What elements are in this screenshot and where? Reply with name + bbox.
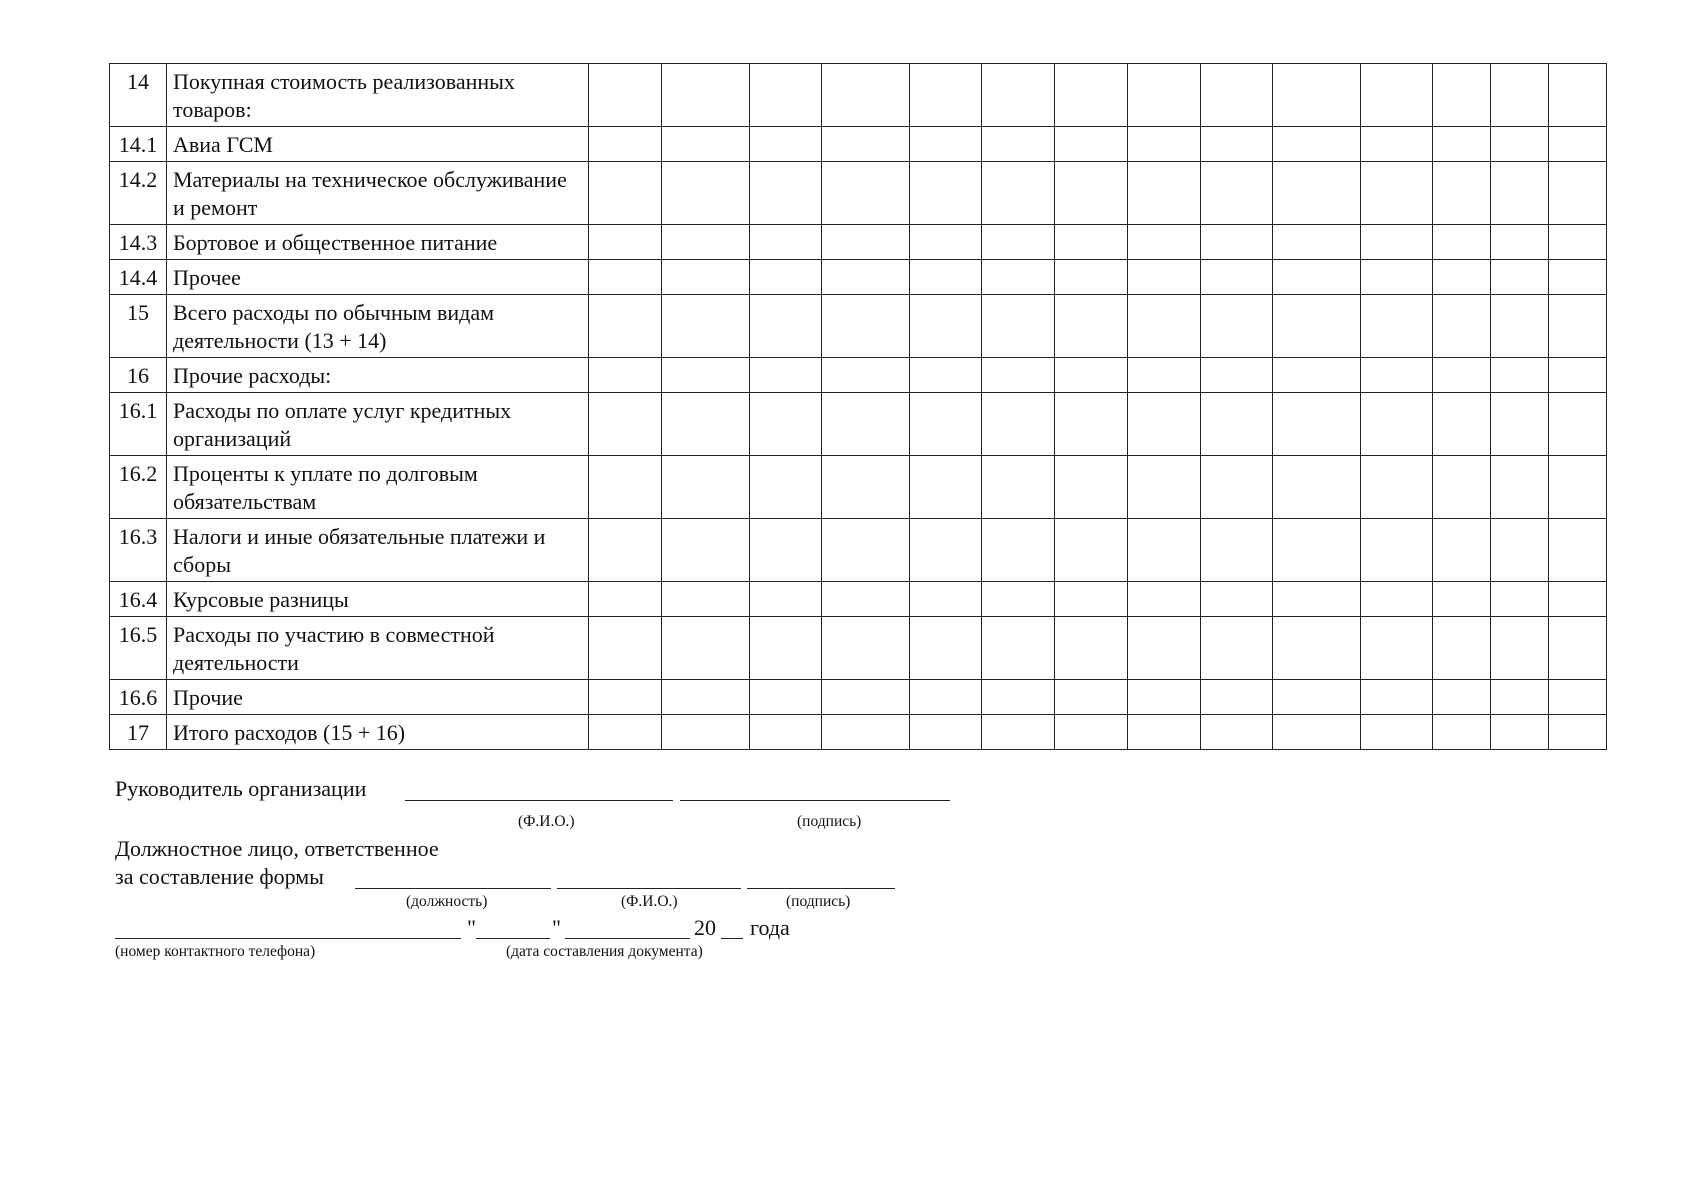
row-number: 17	[110, 715, 167, 750]
value-cell[interactable]	[1361, 127, 1433, 162]
value-cell[interactable]	[982, 358, 1055, 393]
value-cell[interactable]	[1361, 519, 1433, 582]
value-cell[interactable]	[1549, 617, 1607, 680]
value-cell[interactable]	[822, 260, 910, 295]
value-cell[interactable]	[1491, 617, 1549, 680]
value-cell[interactable]	[662, 519, 750, 582]
value-cell[interactable]	[982, 456, 1055, 519]
value-cell[interactable]	[1201, 393, 1273, 456]
table-row	[110, 617, 1607, 680]
value-cell[interactable]	[1361, 295, 1433, 358]
value-cell[interactable]	[1273, 64, 1361, 127]
value-cell[interactable]	[1491, 225, 1549, 260]
row-label: Прочие расходы:	[167, 358, 589, 393]
value-cell[interactable]	[750, 582, 822, 617]
phone-caption: (номер контактного телефона)	[115, 943, 316, 960]
value-cell[interactable]	[910, 582, 982, 617]
value-cell[interactable]	[1201, 260, 1273, 295]
head-label: Руководитель организации	[115, 776, 367, 801]
value-cell[interactable]	[1491, 582, 1549, 617]
value-cell[interactable]	[1549, 715, 1607, 750]
value-cell[interactable]	[750, 456, 822, 519]
value-cell[interactable]	[1055, 582, 1128, 617]
value-cell[interactable]	[1273, 393, 1361, 456]
value-cell[interactable]	[589, 260, 662, 295]
value-cell[interactable]	[1201, 617, 1273, 680]
row-number: 16.5	[110, 617, 167, 680]
head-signature-line[interactable]	[680, 800, 950, 801]
value-cell[interactable]	[1201, 519, 1273, 582]
row-label: Проценты к уплате по долговым обязательствам	[167, 456, 589, 519]
row-number: 16.4	[110, 582, 167, 617]
value-cell[interactable]	[750, 162, 822, 225]
quote-open: "	[467, 915, 476, 940]
value-cell[interactable]	[1128, 617, 1201, 680]
value-cell[interactable]	[982, 680, 1055, 715]
value-cell[interactable]	[1433, 225, 1491, 260]
value-cell[interactable]	[1273, 295, 1361, 358]
value-cell[interactable]	[1201, 64, 1273, 127]
value-cell[interactable]	[910, 715, 982, 750]
value-cell[interactable]	[589, 64, 662, 127]
value-cell[interactable]	[1361, 680, 1433, 715]
value-cell[interactable]	[982, 393, 1055, 456]
value-cell[interactable]	[662, 64, 750, 127]
value-cell[interactable]	[910, 680, 982, 715]
value-cell[interactable]	[1201, 582, 1273, 617]
value-cell[interactable]	[982, 617, 1055, 680]
value-cell[interactable]	[1491, 358, 1549, 393]
table-row	[110, 519, 1607, 582]
value-cell[interactable]	[1128, 127, 1201, 162]
official-position-caption: (должность)	[406, 893, 488, 910]
value-cell[interactable]	[822, 680, 910, 715]
value-cell[interactable]	[1491, 519, 1549, 582]
value-cell[interactable]	[822, 456, 910, 519]
head-fio-line[interactable]	[405, 800, 673, 801]
row-number: 14.2	[110, 162, 167, 225]
value-cell[interactable]	[1433, 162, 1491, 225]
value-cell[interactable]	[1055, 456, 1128, 519]
value-cell[interactable]	[1128, 715, 1201, 750]
row-label: Всего расходы по обычным видам деятельности (13 + 14)	[167, 295, 589, 358]
value-cell[interactable]	[1273, 358, 1361, 393]
value-cell[interactable]	[1201, 127, 1273, 162]
value-cell[interactable]	[982, 715, 1055, 750]
table-row	[110, 358, 1607, 393]
value-cell[interactable]	[1128, 456, 1201, 519]
value-cell[interactable]	[822, 127, 910, 162]
phone-line[interactable]	[115, 938, 461, 939]
value-cell[interactable]	[1055, 393, 1128, 456]
value-cell[interactable]	[910, 127, 982, 162]
value-cell[interactable]	[1055, 519, 1128, 582]
table-row	[110, 127, 1607, 162]
value-cell[interactable]	[1361, 617, 1433, 680]
value-cell[interactable]	[750, 295, 822, 358]
value-cell[interactable]	[1491, 393, 1549, 456]
value-cell[interactable]	[1201, 456, 1273, 519]
table-row	[110, 456, 1607, 519]
value-cell[interactable]	[982, 582, 1055, 617]
value-cell[interactable]	[1361, 456, 1433, 519]
value-cell[interactable]	[1201, 680, 1273, 715]
value-cell[interactable]	[1433, 617, 1491, 680]
value-cell[interactable]	[1549, 225, 1607, 260]
value-cell[interactable]	[1128, 582, 1201, 617]
table-row	[110, 680, 1607, 715]
value-cell[interactable]	[1491, 162, 1549, 225]
value-cell[interactable]	[822, 162, 910, 225]
value-cell[interactable]	[1549, 162, 1607, 225]
value-cell[interactable]	[589, 295, 662, 358]
value-cell[interactable]	[1273, 162, 1361, 225]
value-cell[interactable]	[1491, 680, 1549, 715]
expenses-table	[109, 63, 1607, 750]
value-cell[interactable]	[910, 617, 982, 680]
date-month-line[interactable]	[565, 938, 690, 939]
value-cell[interactable]	[589, 162, 662, 225]
value-cell[interactable]	[822, 715, 910, 750]
value-cell[interactable]	[1433, 260, 1491, 295]
value-cell[interactable]	[1201, 358, 1273, 393]
row-label: Материалы на техническое обслуживание и ремонт	[167, 162, 589, 225]
head-signature-caption: (подпись)	[797, 813, 862, 830]
value-cell[interactable]	[662, 358, 750, 393]
table-row	[110, 295, 1607, 358]
row-number: 16.6	[110, 680, 167, 715]
table-row	[110, 393, 1607, 456]
value-cell[interactable]	[662, 225, 750, 260]
value-cell[interactable]	[910, 260, 982, 295]
value-cell[interactable]	[982, 295, 1055, 358]
value-cell[interactable]	[1273, 260, 1361, 295]
value-cell[interactable]	[750, 260, 822, 295]
value-cell[interactable]	[750, 393, 822, 456]
value-cell[interactable]	[1273, 582, 1361, 617]
value-cell[interactable]	[1549, 127, 1607, 162]
value-cell[interactable]	[1491, 456, 1549, 519]
value-cell[interactable]	[822, 617, 910, 680]
table-row	[110, 260, 1607, 295]
value-cell[interactable]	[1549, 358, 1607, 393]
value-cell[interactable]	[982, 260, 1055, 295]
date-day-line[interactable]	[476, 938, 550, 939]
value-cell[interactable]	[1055, 127, 1128, 162]
value-cell[interactable]	[1128, 64, 1201, 127]
value-cell[interactable]	[1055, 680, 1128, 715]
value-cell[interactable]	[750, 64, 822, 127]
value-cell[interactable]	[589, 715, 662, 750]
table-row	[110, 64, 1607, 127]
row-number: 14.4	[110, 260, 167, 295]
value-cell[interactable]	[750, 127, 822, 162]
value-cell[interactable]	[750, 680, 822, 715]
value-cell[interactable]	[982, 519, 1055, 582]
value-cell[interactable]	[1055, 64, 1128, 127]
row-number: 14.1	[110, 127, 167, 162]
value-cell[interactable]	[1273, 225, 1361, 260]
value-cell[interactable]	[822, 295, 910, 358]
value-cell[interactable]	[589, 358, 662, 393]
value-cell[interactable]	[1273, 127, 1361, 162]
table-row	[110, 715, 1607, 750]
value-cell[interactable]	[1201, 715, 1273, 750]
value-cell[interactable]	[1128, 393, 1201, 456]
value-cell[interactable]	[1549, 64, 1607, 127]
value-cell[interactable]	[1128, 295, 1201, 358]
value-cell[interactable]	[662, 162, 750, 225]
value-cell[interactable]	[1361, 393, 1433, 456]
value-cell[interactable]	[1433, 393, 1491, 456]
value-cell[interactable]	[662, 456, 750, 519]
table-row	[110, 162, 1607, 225]
value-cell[interactable]	[1128, 260, 1201, 295]
value-cell[interactable]	[1273, 680, 1361, 715]
value-cell[interactable]	[750, 715, 822, 750]
value-cell[interactable]	[1433, 519, 1491, 582]
value-cell[interactable]	[1491, 127, 1549, 162]
value-cell[interactable]	[1128, 519, 1201, 582]
value-cell[interactable]	[662, 582, 750, 617]
value-cell[interactable]	[1433, 456, 1491, 519]
expenses-table-body	[110, 64, 1607, 750]
value-cell[interactable]	[822, 358, 910, 393]
value-cell[interactable]	[1361, 358, 1433, 393]
value-cell[interactable]	[822, 225, 910, 260]
row-number: 16	[110, 358, 167, 393]
row-label: Прочие	[167, 680, 589, 715]
value-cell[interactable]	[1361, 715, 1433, 750]
value-cell[interactable]	[1549, 260, 1607, 295]
value-cell[interactable]	[910, 64, 982, 127]
row-label: Прочее	[167, 260, 589, 295]
value-cell[interactable]	[822, 582, 910, 617]
value-cell[interactable]	[982, 225, 1055, 260]
official-fio-caption: (Ф.И.О.)	[621, 893, 678, 910]
value-cell[interactable]	[1128, 680, 1201, 715]
value-cell[interactable]	[910, 393, 982, 456]
value-cell[interactable]	[910, 358, 982, 393]
value-cell[interactable]	[662, 680, 750, 715]
row-number: 16.1	[110, 393, 167, 456]
value-cell[interactable]	[589, 582, 662, 617]
value-cell[interactable]	[1491, 295, 1549, 358]
value-cell[interactable]	[1433, 127, 1491, 162]
value-cell[interactable]	[1055, 358, 1128, 393]
value-cell[interactable]	[750, 519, 822, 582]
value-cell[interactable]	[1433, 680, 1491, 715]
value-cell[interactable]	[910, 295, 982, 358]
value-cell[interactable]	[1055, 715, 1128, 750]
value-cell[interactable]	[1273, 715, 1361, 750]
value-cell[interactable]	[662, 260, 750, 295]
value-cell[interactable]	[1055, 295, 1128, 358]
value-cell[interactable]	[982, 127, 1055, 162]
value-cell[interactable]	[1549, 295, 1607, 358]
value-cell[interactable]	[750, 358, 822, 393]
value-cell[interactable]	[750, 617, 822, 680]
year-suffix: года	[750, 915, 790, 940]
row-number: 15	[110, 295, 167, 358]
value-cell[interactable]	[910, 225, 982, 260]
value-cell[interactable]	[1128, 162, 1201, 225]
value-cell[interactable]	[1055, 617, 1128, 680]
value-cell[interactable]	[1361, 162, 1433, 225]
value-cell[interactable]	[1273, 519, 1361, 582]
row-label: Расходы по оплате услуг кредитных организаций	[167, 393, 589, 456]
official-fio-line[interactable]	[557, 888, 741, 889]
value-cell[interactable]	[1549, 680, 1607, 715]
value-cell[interactable]	[1549, 519, 1607, 582]
official-position-line[interactable]	[355, 888, 551, 889]
row-number: 16.3	[110, 519, 167, 582]
value-cell[interactable]	[1433, 295, 1491, 358]
official-label-line2: за составление формы	[115, 864, 324, 889]
row-label: Бортовое и общественное питание	[167, 225, 589, 260]
value-cell[interactable]	[1433, 715, 1491, 750]
row-label: Курсовые разницы	[167, 582, 589, 617]
official-signature-caption: (подпись)	[786, 893, 851, 910]
value-cell[interactable]	[589, 225, 662, 260]
table-row	[110, 225, 1607, 260]
value-cell[interactable]	[1549, 582, 1607, 617]
date-caption: (дата составления документа)	[506, 943, 703, 960]
value-cell[interactable]	[1128, 358, 1201, 393]
value-cell[interactable]	[822, 519, 910, 582]
value-cell[interactable]	[1433, 582, 1491, 617]
value-cell[interactable]	[910, 519, 982, 582]
row-number: 16.2	[110, 456, 167, 519]
value-cell[interactable]	[662, 295, 750, 358]
table-row	[110, 582, 1607, 617]
value-cell[interactable]	[1361, 225, 1433, 260]
value-cell[interactable]	[822, 64, 910, 127]
official-label-line1: Должностное лицо, ответственное	[115, 836, 439, 861]
value-cell[interactable]	[1491, 715, 1549, 750]
value-cell[interactable]	[1055, 260, 1128, 295]
row-label: Налоги и иные обязательные платежи и сборы	[167, 519, 589, 582]
value-cell[interactable]	[1055, 225, 1128, 260]
row-label: Расходы по участию в совместной деятельности	[167, 617, 589, 680]
value-cell[interactable]	[662, 715, 750, 750]
value-cell[interactable]	[750, 225, 822, 260]
value-cell[interactable]	[662, 617, 750, 680]
value-cell[interactable]	[589, 393, 662, 456]
value-cell[interactable]	[662, 127, 750, 162]
head-fio-caption: (Ф.И.О.)	[518, 813, 575, 830]
value-cell[interactable]	[910, 456, 982, 519]
date-year-line[interactable]	[721, 938, 743, 939]
value-cell[interactable]	[1549, 456, 1607, 519]
value-cell[interactable]	[1128, 225, 1201, 260]
value-cell[interactable]	[1201, 225, 1273, 260]
value-cell[interactable]	[1273, 456, 1361, 519]
value-cell[interactable]	[589, 617, 662, 680]
row-label: Авиа ГСМ	[167, 127, 589, 162]
value-cell[interactable]	[1549, 393, 1607, 456]
row-label: Итого расходов (15 + 16)	[167, 715, 589, 750]
value-cell[interactable]	[662, 393, 750, 456]
value-cell[interactable]	[1273, 617, 1361, 680]
value-cell[interactable]	[1433, 64, 1491, 127]
value-cell[interactable]	[1361, 260, 1433, 295]
value-cell[interactable]	[589, 456, 662, 519]
value-cell[interactable]	[910, 162, 982, 225]
value-cell[interactable]	[1361, 64, 1433, 127]
row-number: 14.3	[110, 225, 167, 260]
quote-close: "	[552, 915, 561, 940]
value-cell[interactable]	[589, 127, 662, 162]
value-cell[interactable]	[1361, 582, 1433, 617]
value-cell[interactable]	[982, 162, 1055, 225]
row-label: Покупная стоимость реализованных товаров:	[167, 64, 589, 127]
value-cell[interactable]	[1433, 358, 1491, 393]
value-cell[interactable]	[1491, 64, 1549, 127]
year-prefix: 20	[694, 915, 716, 940]
value-cell[interactable]	[1201, 295, 1273, 358]
value-cell[interactable]	[822, 393, 910, 456]
value-cell[interactable]	[1201, 162, 1273, 225]
value-cell[interactable]	[1055, 162, 1128, 225]
value-cell[interactable]	[589, 680, 662, 715]
value-cell[interactable]	[1491, 260, 1549, 295]
official-signature-line[interactable]	[747, 888, 895, 889]
value-cell[interactable]	[589, 519, 662, 582]
row-number: 14	[110, 64, 167, 127]
value-cell[interactable]	[982, 64, 1055, 127]
